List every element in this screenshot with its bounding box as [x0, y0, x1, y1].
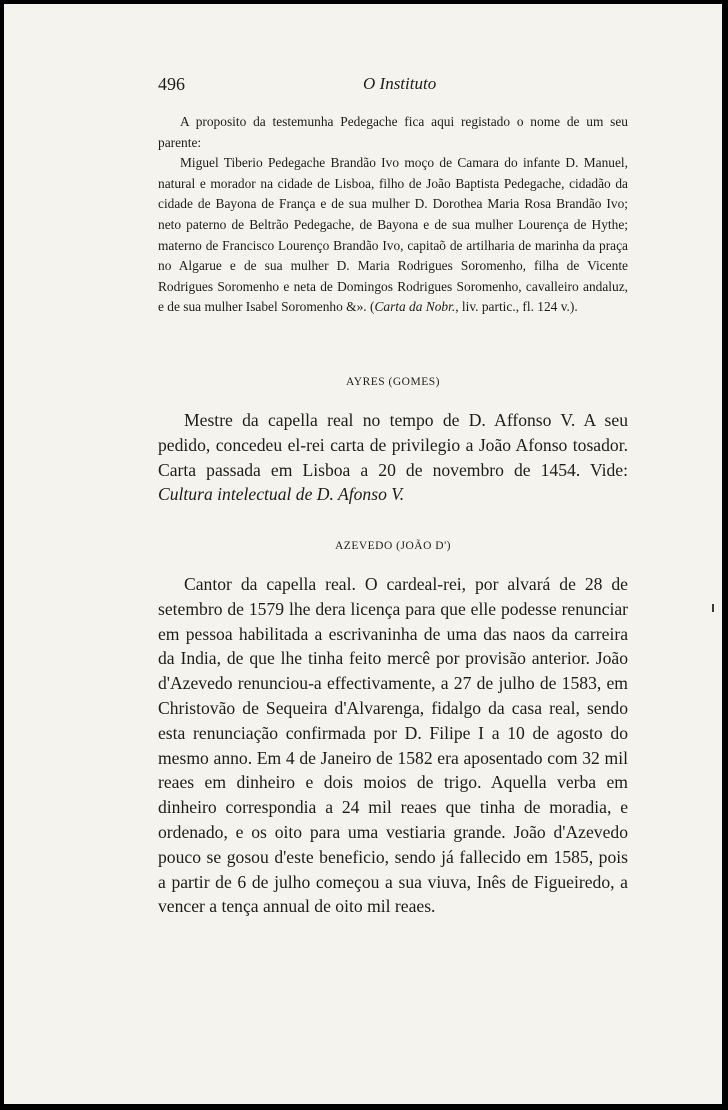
entry-ayres-reference: Cultura intelectual de D. Afonso V.	[158, 484, 405, 505]
citation-source	[370, 299, 578, 314]
entry-ayres-paragraph	[158, 408, 628, 507]
page-header	[158, 74, 638, 98]
source-rest: , liv. partic., fl. 124 v.).	[455, 299, 578, 315]
entry-ayres	[158, 408, 628, 507]
intro-section	[158, 112, 628, 318]
citation-text: Miguel Tiberio Pedegache Brandão Ivo moço de Camara do infante D. Manuel, natural e morador na cidade de Lisboa, filho de João Baptista Pedegache, cidadão da cidade de Bayona de França e de sua mulher D. Dorothea Maria Rosa Brandão Ivo; neto paterno de Beltrão Pedegache, de Bayona e de sua mulher Lourença de Hythe; materno de Francisco Lourenço Brandão Ivo, capitaõ de artilharia de marinha da praça no Algarue e de sua mulher D. Maria Rodrigues Soromenho, filha de Vicente Rodrigues Soromenho e neta de Domingos Rodrigues Soromenho, cavalleiro andaluz, e de sua mulher Isabel Soromenho &».	[158, 155, 628, 315]
running-title: O Instituto	[363, 74, 437, 93]
source-title: Carta da Nobr.	[374, 299, 456, 315]
book-page	[4, 4, 722, 1104]
heading-azevedo: AZEVEDO (JOÃO D')	[335, 540, 451, 552]
edge-mark	[712, 604, 714, 612]
intro-citation	[158, 153, 628, 318]
entry-azevedo-paragraph: Cantor da capella real. O cardeal-rei, por alvará de 28 de setembro de 1579 lhe dera licença para que elle podesse renunciar em pessoa habilitada a escrivaninha de uma das naos da carreira da India, de que lhe tinha feito mercê por provisão anterior. João d'Azevedo renunciou-a effectivamente, a 27 de julho de 1583, em Christovão de Sequeira d'Alvarenga, fidalgo da casa real, sendo esta renunciação confirmada por D. Filipe I a 10 de agosto do mesmo anno. Em 4 de Janeiro de 1582 era aposentado com 32 mil reaes em dinheiro e dois moios de trigo. Aquella verba em dinheiro correspondia a 24 mil reaes que tinha de moradia, e ordenado, e os oito para uma vestiaria grande. João d'Azevedo pouco se gosou d'este beneficio, sendo já fallecido em 1585, pois a partir de 6 de julho começou a sua viuva, Inês de Figueiredo, a vencer a tença annual de oito mil reaes.	[158, 574, 628, 917]
heading-ayres: AYRES (GOMES)	[346, 376, 440, 388]
intro-lead: A proposito da testemunha Pedegache fica aqui registado o nome de um seu parente:	[158, 114, 628, 150]
page-number: 496	[158, 74, 185, 94]
source-open: (	[369, 299, 375, 315]
entry-ayres-text: Mestre da capella real no tempo de D. Affonso V. A seu pedido, concedeu el-rei carta de privilegio a João Afonso tosador. Carta passada em Lisboa a 20 de novembro de 1454. Vide:	[158, 410, 628, 480]
entry-azevedo	[158, 572, 628, 919]
